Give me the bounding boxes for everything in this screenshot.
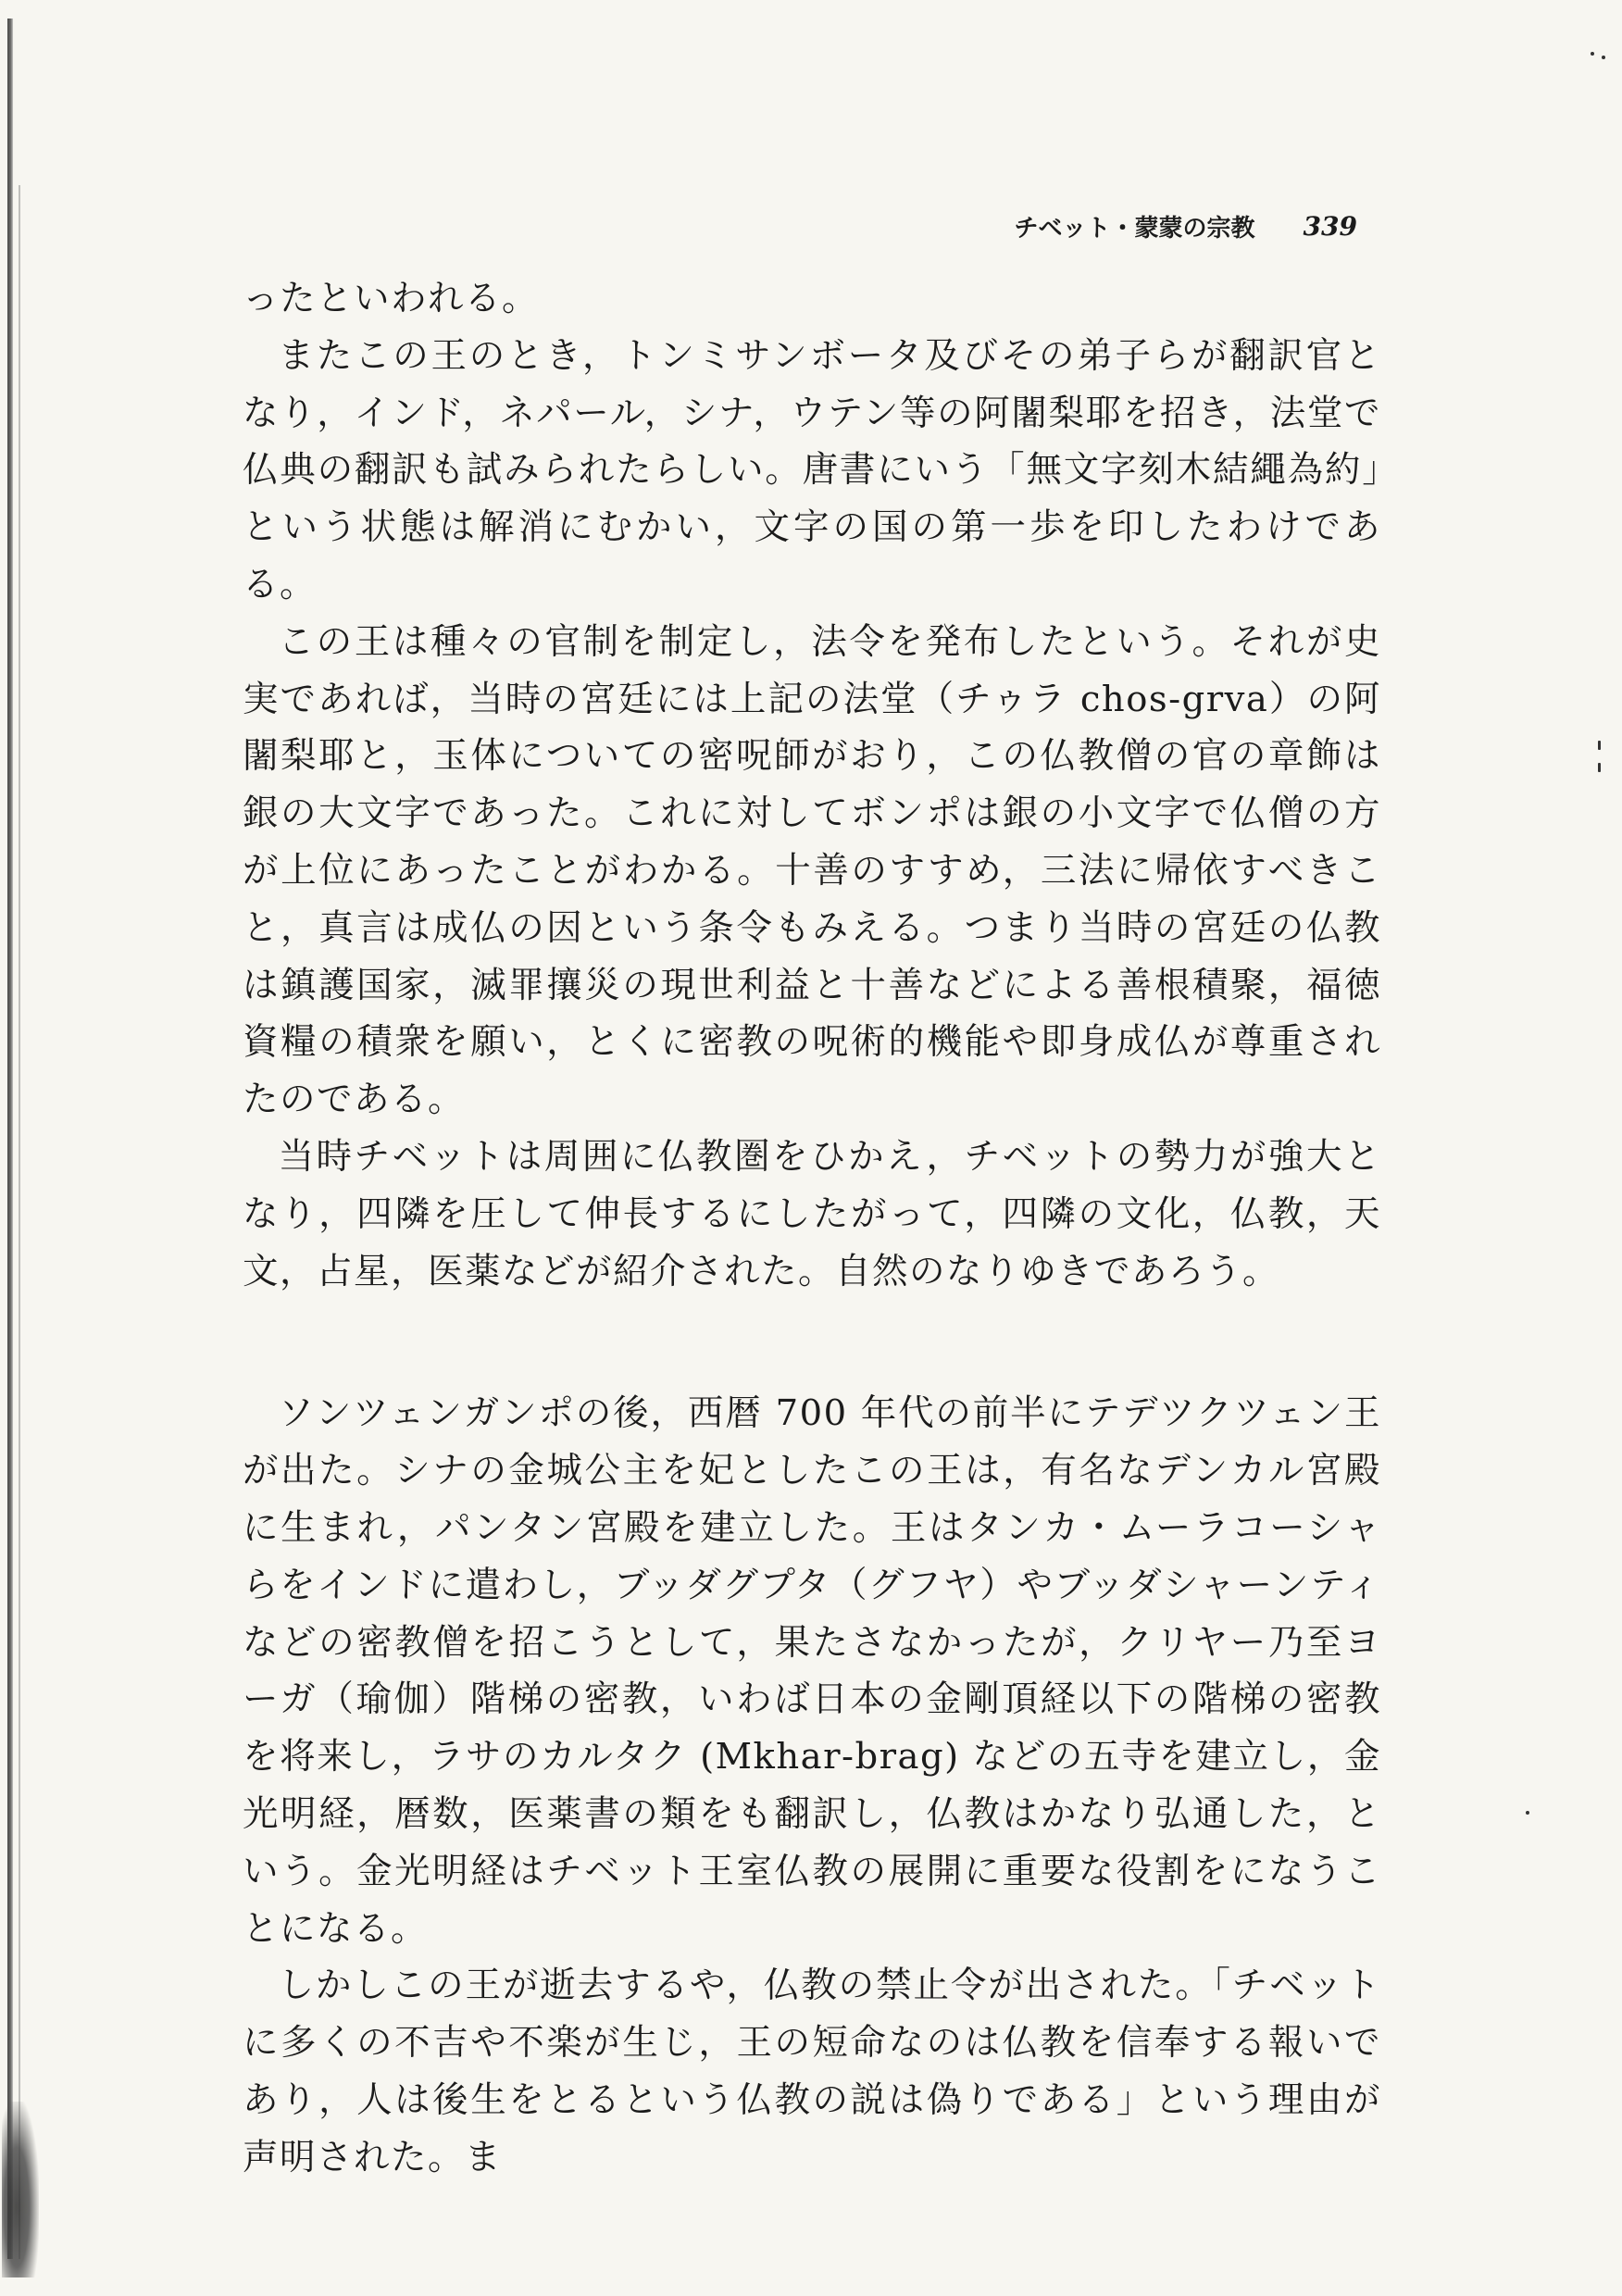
body-text	[243, 270, 1381, 2187]
section-gap	[243, 1300, 1381, 1385]
binding-edge	[7, 19, 13, 2259]
scan-speck	[1526, 1811, 1529, 1815]
paragraph: ソンツェンガンポの後，西暦 700 年代の前半にテデツクツェン王が出た。シナの金城公主を妃としたこの王は，有名なデンカル宮殿に生まれ，パンタン宮殿を建立した。王はタンカ・ムーラコーシャらをインドに遣わし，ブッダグプタ（グフヤ）やブッダシャーンティなどの密教僧を招こうとして，果たさなかったが，クリヤー乃至ヨーガ（瑜伽）階梯の密教，いわば日本の金剛頂経以下の階梯の密教を将来し，ラサのカルタク (Mkhar-brag) などの五寺を建立し，金光明経，暦数，医薬書の類をも翻訳し，仏教はかなり弘通した，という。金光明経はチベット王室仏教の展開に重要な役割をになうことになる。	[243, 1392, 1381, 1950]
running-header	[968, 207, 1357, 244]
page-number: 339	[1303, 210, 1357, 242]
binding-shadow	[19, 185, 20, 2259]
paragraph: 当時チベットは周囲に仏教圏をひかえ，チベットの勢力が強大となり，四隣を圧して伸長するにしたがって，四隣の文化，仏教，天文，占星，医薬などが紹介された。自然のなりゆきであろう。	[243, 1135, 1381, 1292]
scan-speck	[1598, 763, 1601, 772]
paragraph: しかしこの王が逝去するや，仏教の禁止令が出された。「チベットに多くの不吉や不楽が生じ，王の短命なのは仏教を信奉する報いであり，人は後生をとるという仏教の説は偽りである」という理由が声明された。ま	[243, 1965, 1381, 2178]
running-header-title: チベット・蒙蒙の宗教	[1014, 214, 1255, 243]
scan-speck	[1598, 741, 1601, 750]
binding-blot	[2, 2102, 39, 2277]
paragraph: またこの王のとき，トンミサンボータ及びその弟子らが翻訳官となり，インド，ネパール，シナ，ウテン等の阿闍梨耶を招き，法堂で仏典の翻訳も試みられたらしい。唐書にいう「無文字刻木結繩為約」という状態は解消にむかい，文字の国の第一歩を印したわけである。	[243, 334, 1381, 605]
paragraph: ったといわれる。	[243, 278, 540, 319]
scan-speck	[1602, 56, 1605, 59]
paragraph: この王は種々の官制を制定し，法令を発布したという。それが史実であれば，当時の宮廷には上記の法堂（チゥラ chos-grva）の阿闍梨耶と，玉体についての密呪師がおり，この仏教僧の官の章飾は銀の大文字であった。これに対してボンポは銀の小文字で仏僧の方が上位にあったことがわかる。十善のすすめ，三法に帰依すべきこと，真言は成仏の因という条令もみえる。つまり当時の宮廷の仏教は鎮護国家，滅罪攘災の現世利益と十善などによる善根積聚，福徳資糧の積衆を願い，とくに密教の呪術的機能や即身成仏が尊重されたのである。	[243, 620, 1381, 1121]
scan-speck	[1591, 52, 1594, 56]
